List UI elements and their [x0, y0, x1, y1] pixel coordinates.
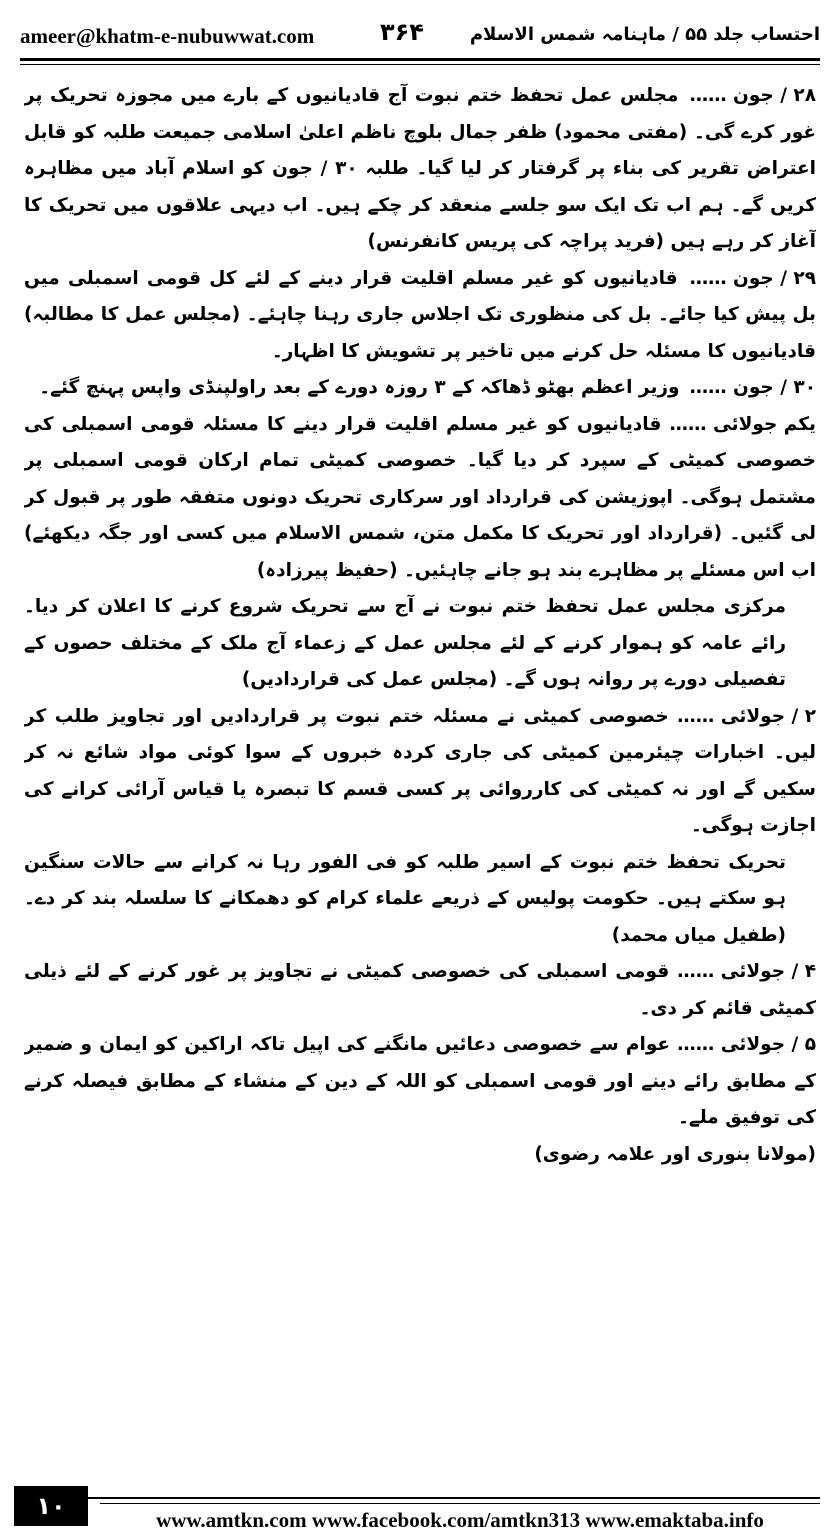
entry-signature: (مولانا بنوری اور علامہ رضوی) — [534, 1143, 816, 1165]
entry-july-1-continued: مرکزی مجلس عمل تحفظ ختم نبوت نے آج سے تحریک شروع کرنے کا اعلان کر دیا۔ رائے عامہ کو ہموار کرنے کے لئے مجلس عمل کے زعماء آج ملک کے مختلف حصوں کے تفصیلی دورے پر روانہ ہوں گے۔ (مجلس عمل کی قراردادیں) — [24, 596, 786, 690]
footer-links[interactable]: www.amtkn.com www.facebook.com/amtkn313 www.emaktaba.info — [156, 1508, 764, 1532]
entry-date: ۵ / جولائی …… — [677, 1034, 816, 1055]
entry-date: ۲۸ / جون …… — [689, 85, 816, 106]
entry-july-5 — [24, 1027, 816, 1137]
entry-text: عوام سے خصوصی دعائیں مانگنے کی اپیل تاکہ اراکین کو ایمان و ضمیر کے مطابق رائے دینے اور قومی اسمبلی کو اللہ کے دین کے منشاء کے مطابق فیصلہ کرنے کی توفیق ملے۔ — [24, 1034, 816, 1128]
entry-text: مجلس عمل تحفظ ختم نبوت آج قادیانیوں کے بارے میں مجوزہ تحریک پر غور کرے گی۔ (مفتی محمود) ظفر جمال بلوچ ناظم اعلیٰ اسلامی جمیعت طلبہ کو قابل اعتراض تقریر کی بناء پر گرفتار کر لیا گیا۔ طلبہ ۳۰ / جون کو اسلام آباد میں مظاہرہ کریں گے۔ ہم اب تک ایک سو جلسے منعقد کر چکے ہیں۔ اب دیہی علاقوں میں تحریک کا آغاز کر رہے ہیں (فرید پراچہ کی پریس کانفرنس) — [24, 85, 816, 252]
footer-divider — [20, 1497, 820, 1499]
entry-july-1 — [24, 407, 816, 590]
entry-text: قومی اسمبلی کی خصوصی کمیٹی نے تجاویز پر غور کرنے کے لئے ذیلی کمیٹی قائم کر دی۔ — [24, 961, 816, 1019]
header-page-number: ۳۶۴ — [380, 18, 424, 46]
entry-june-30 — [24, 370, 816, 407]
entry-text: خصوصی کمیٹی نے مسئلہ ختم نبوت پر قراردادیں اور تجاویز طلب کر لیں۔ اخبارات چیئرمین کمیٹی کی جاری کردہ خبروں کے سوا کوئی مواد شائع نہ کر سکیں گے اور نہ کمیٹی کی کارروائی پر کسی قسم کا تبصرہ یا قیاس آرائی کرانے کی اجازت ہوگی۔ — [24, 705, 816, 836]
entry-july-2 — [24, 699, 816, 845]
header-email[interactable]: ameer@khatm-e-nubuwwat.com — [20, 24, 315, 48]
entry-june-28 — [24, 78, 816, 261]
header-divider — [20, 58, 820, 61]
header-title: احتساب جلد ۵۵ / ماہنامہ شمس الاسلام — [469, 24, 820, 45]
footer-divider-thin — [100, 1503, 820, 1504]
entry-date: یکم جولائی …… — [669, 413, 816, 435]
entry-date: ۲۹ / جون …… — [689, 267, 816, 289]
entry-text: وزیر اعظم بھٹو ڈھاکہ کے ۳ روزہ دورے کے بعد راولپنڈی واپس پہنچ گئے۔ — [39, 377, 680, 398]
entry-june-29 — [24, 261, 816, 371]
footer-page-number: ۱۰ — [14, 1486, 88, 1526]
entry-date: ۴ / جولائی …… — [677, 961, 816, 982]
page-header — [20, 14, 820, 58]
entry-date: ۳۰ / جون …… — [689, 377, 816, 398]
entry-july-4 — [24, 954, 816, 1027]
entry-text: قادیانیوں کو غیر مسلم اقلیت قرار دینے کا مسئلہ قومی اسمبلی کی خصوصی کمیٹی کے سپرد کر دیا گیا۔ خصوصی کمیٹی تمام ارکان قومی اسمبلی پر مشتمل ہوگی۔ اپوزیشن کی قرارداد اور سرکاری تحریک دونوں متفقہ طور پر قبول کر لی گئیں۔ (قرارداد اور تحریک کا مکمل متن، شمس الاسلام میں کسی اور جگہ دیکھئے) اب اس مسئلے پر مظاہرے بند ہو جانے چاہئیں۔ (حفیظ پیرزادہ) — [24, 413, 816, 581]
header-divider-thin — [20, 64, 820, 65]
article-body — [24, 78, 816, 1448]
entry-date: ۲ / جولائی …… — [677, 705, 816, 727]
entry-text: قادیانیوں کو غیر مسلم اقلیت قرار دینے کے لئے کل قومی اسمبلی میں بل پیش کیا جائے۔ بل کی منظوری تک اجلاس جاری رہنا چاہئے۔ (مجلس عمل کا مطالبہ) قادیانیوں کا مسئلہ حل کرنے میں تاخیر پر تشویش کا اظہار۔ — [24, 267, 816, 362]
entry-july-2-continued: تحریک تحفظ ختم نبوت کے اسیر طلبہ کو فی الفور رہا نہ کرانے سے حالات سنگین ہو سکتے ہیں۔ حکومت پولیس کے ذریعے علماء کرام کو دھمکانے کا سلسلہ بند کر دے۔ (طفیل میاں محمد) — [24, 851, 786, 946]
